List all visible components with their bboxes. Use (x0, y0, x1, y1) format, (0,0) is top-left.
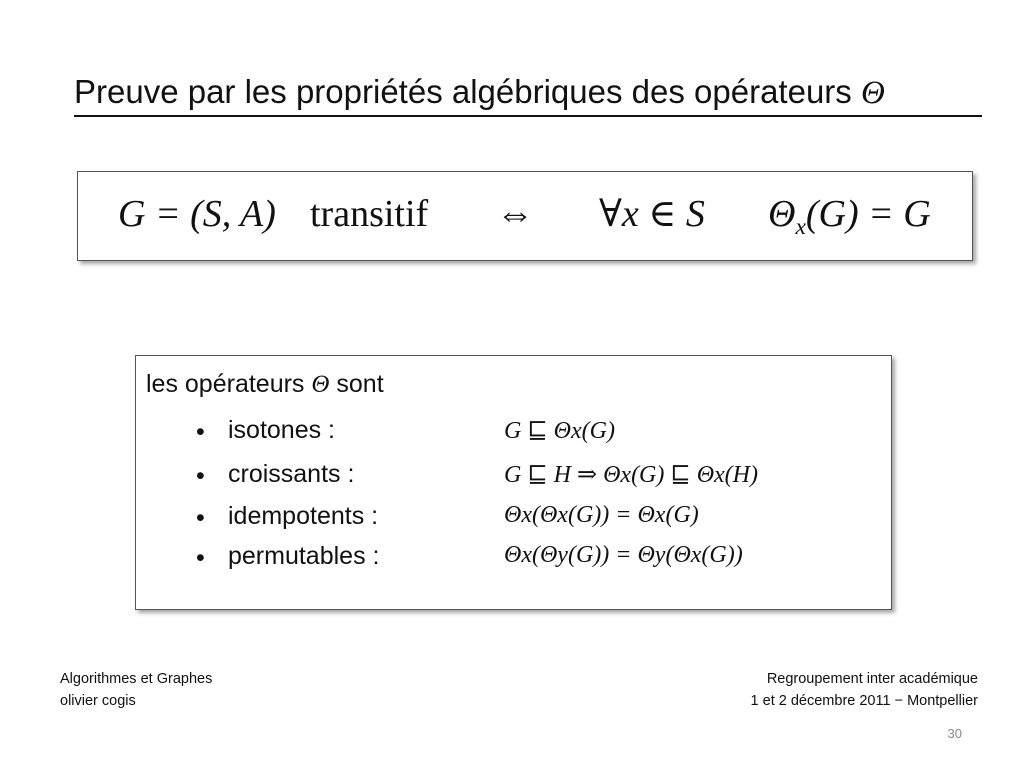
property-item (196, 542, 886, 582)
properties-intro-suffix: sont (329, 370, 384, 398)
property-item (196, 460, 886, 500)
formula-equivalence: ⇔ (496, 193, 534, 235)
property-item (196, 416, 886, 456)
properties-intro (146, 370, 384, 399)
main-formula-box (77, 171, 973, 261)
bullet-icon: • (196, 504, 205, 532)
page-number: 30 (947, 726, 962, 741)
property-label: permutables : (228, 542, 380, 570)
property-label: croissants : (228, 460, 355, 488)
bullet-icon: • (196, 544, 205, 572)
property-item (196, 502, 886, 542)
property-formula: Θx(Θy(G)) = Θy(Θx(G)) (504, 542, 743, 568)
formula-rhs (768, 192, 931, 249)
formula-quantifier: ∀x ∈ S (599, 193, 705, 235)
slide-title (74, 72, 982, 117)
property-formula: G ⊑ H ⇒ Θx(G) ⊑ Θx(H) (504, 462, 758, 488)
footer-right (751, 668, 978, 712)
formula-rhs-theta: Θ (768, 193, 796, 235)
footer-left (60, 668, 212, 712)
properties-intro-prefix: les opérateurs (146, 370, 312, 398)
formula-word: transitif (310, 193, 429, 235)
bullet-icon: • (196, 418, 205, 446)
property-formula: G ⊑ Θx(G) (504, 418, 615, 444)
properties-box (135, 355, 892, 610)
footer-date-place: 1 et 2 décembre 2011 − Montpellier (750, 693, 978, 709)
slide-title-text: Preuve par les propriétés algébriques des opérateurs (74, 73, 861, 110)
theta-symbol: Θ (311, 371, 330, 398)
footer-author: olivier cogis (60, 693, 136, 709)
property-label: isotones : (228, 416, 336, 444)
formula-rhs-rest: (G) = G (805, 193, 931, 235)
footer-course-title: Algorithmes et Graphes (60, 671, 213, 687)
theta-symbol: Θ (860, 75, 885, 111)
formula-rhs-subscript: x (795, 214, 806, 241)
bullet-icon: • (196, 462, 205, 490)
formula-lhs: G = (S, A) (118, 193, 276, 235)
footer-event: Regroupement inter académique (766, 671, 978, 687)
property-formula: Θx(Θx(G)) = Θx(G) (504, 502, 699, 528)
property-label: idempotents : (228, 502, 379, 530)
